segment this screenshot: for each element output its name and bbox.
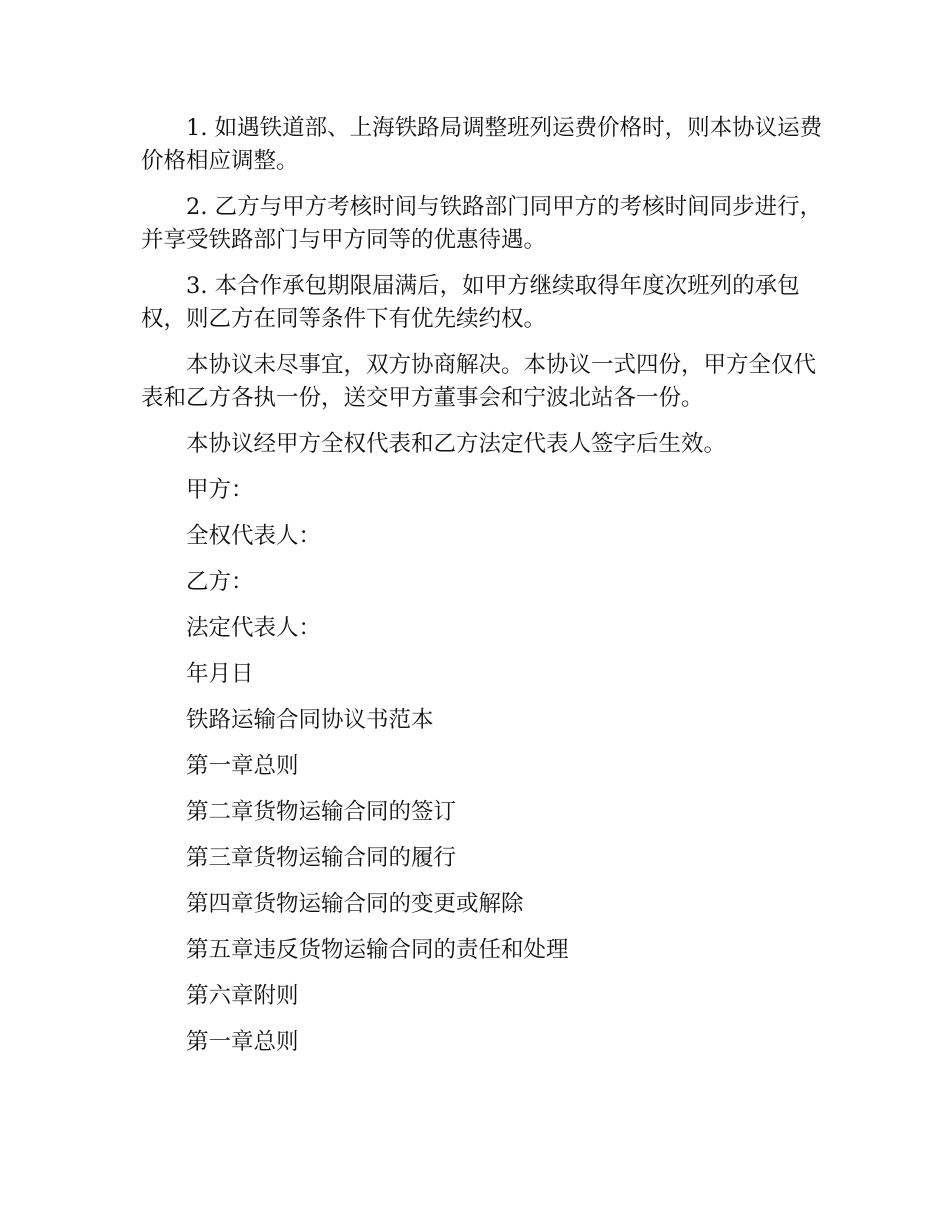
- chapter-1-heading: 第一章总则: [186, 1029, 299, 1055]
- date-label: 年月日: [186, 661, 254, 687]
- toc-chapter-4: 第四章货物运输合同的变更或解除: [186, 891, 524, 917]
- clause-3-paragraph: 3. 本合作承包期限届满后，如甲方继续取得年度次班列的承包权，则乙方在同等条件下有优先续约权。: [141, 273, 800, 332]
- party-b-label: 乙方：: [186, 569, 254, 595]
- document-body: [141, 112, 831, 1072]
- toc-chapter-3: 第三章货物运输合同的履行: [186, 845, 457, 871]
- toc-chapter-6: 第六章附则: [186, 983, 299, 1009]
- toc-chapter-1: 第一章总则: [186, 753, 299, 779]
- party-a-label: 甲方：: [186, 477, 254, 503]
- clause-2-paragraph: 2. 乙方与甲方考核时间与铁路部门同甲方的考核时间同步进行，并享受铁路部门与甲方同等的优惠待遇。: [141, 194, 823, 253]
- clause-1-paragraph: 1. 如遇铁道部、上海铁路局调整班列运费价格时，则本协议运费价格相应调整。: [141, 115, 823, 174]
- legal-representative-label: 法定代表人：: [186, 615, 322, 641]
- copies-paragraph: 本协议未尽事宜，双方协商解决。本协议一式四份，甲方全仅代表和乙方各执一份，送交甲方董事会和宁波北站各一份。: [141, 352, 817, 411]
- toc-chapter-2: 第二章货物运输合同的签订: [186, 799, 457, 825]
- authorized-representative-label: 全权代表人：: [186, 523, 322, 549]
- toc-chapter-5: 第五章违反货物运输合同的责任和处理: [186, 937, 569, 963]
- template-title: 铁路运输合同协议书范本: [186, 707, 434, 733]
- effective-clause: 本协议经甲方全权代表和乙方法定代表人签字后生效。: [186, 431, 727, 457]
